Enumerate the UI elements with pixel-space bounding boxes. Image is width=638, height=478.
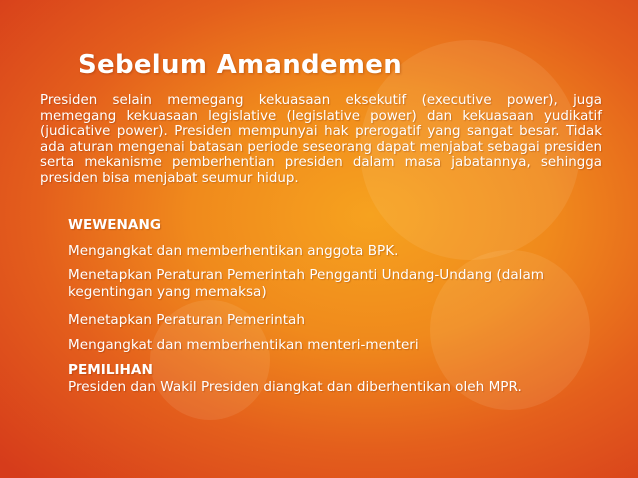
intro-paragraph: Presiden selain memegang kekuasaan eksekutif (executive power), juga memegang kekuasaan legislative (legislative power) dan kekuasaan yudikatif (judicative power). Presiden mempunyai hak prerogatif yang sangat besar. Tidak ada aturan mengenai batasan periode seseorang dapat menjabat sebagai presiden serta mekanisme pemberhentian presiden dalam masa jabatannya, sehingga presiden bisa menjabat seumur hidup.	[40, 93, 602, 186]
list-item-text: Mengangkat dan memberhentikan menteri-menteri	[68, 337, 419, 353]
list-item-text: Menetapkan Peraturan Pemerintah Pengganti Undang-Undang (dalam kegentingan yang memaksa)	[68, 267, 545, 300]
list-item-heading: PEMILIHAN	[68, 362, 153, 378]
list-item	[40, 243, 600, 260]
list-item-text: Mengangkat dan memberhentikan anggota BPK.	[68, 243, 399, 259]
slide-title: Sebelum Amandemen	[78, 50, 403, 80]
list-item	[40, 362, 600, 396]
list-item-text: Presiden dan Wakil Presiden diangkat dan diberhentikan oleh MPR.	[68, 379, 522, 395]
section-heading-wewenang: WEWENANG	[68, 217, 161, 233]
list-item-content	[68, 362, 600, 396]
list-item-text: Menetapkan Peraturan Pemerintah	[68, 312, 305, 328]
list-item	[40, 312, 600, 329]
list-item	[40, 267, 600, 301]
list-item	[40, 337, 600, 354]
